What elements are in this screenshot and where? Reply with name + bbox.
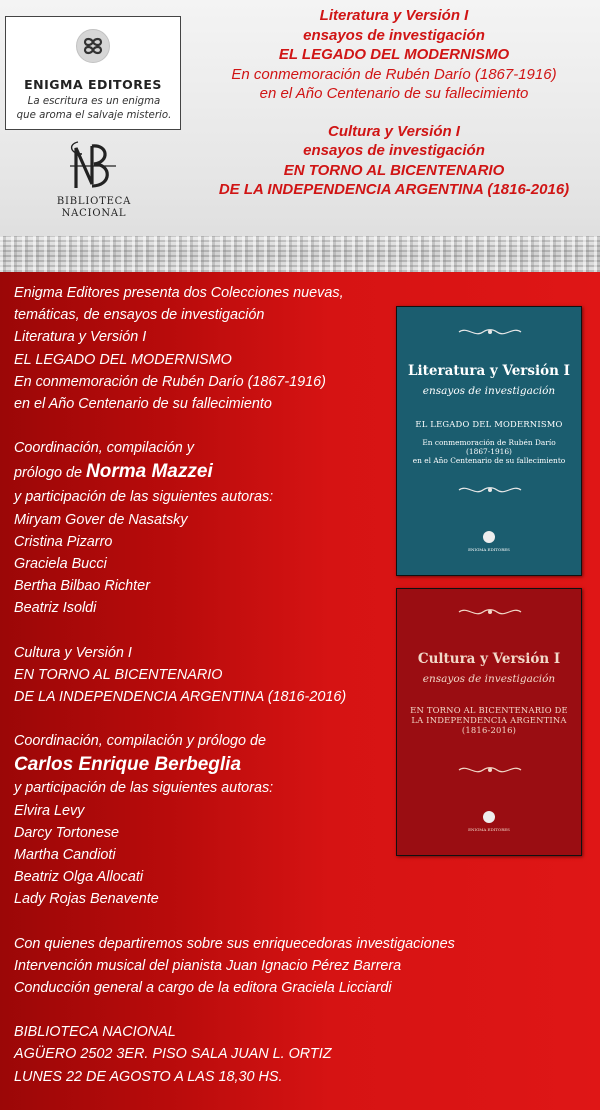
- intro-line: Literatura y Versión I: [14, 329, 147, 346]
- header-line: EL LEGADO DEL MODERNISMO: [278, 46, 510, 63]
- enigma-name: ENIGMA EDITORES: [24, 77, 162, 92]
- bn-name-line: BIBLIOTECA: [56, 196, 132, 207]
- book-caps: EN TORNO AL BICENTENARIO DE: [410, 705, 568, 715]
- bn-name-line: NACIONAL: [61, 208, 127, 219]
- closing-line: Intervención musical del pianista Juan Ignacio Pérez Barrera: [14, 957, 402, 974]
- author-item: Elvira Levy: [14, 802, 85, 819]
- header-announcement: [188, 6, 600, 200]
- publisher-logo-icon: [483, 811, 495, 823]
- book-small: en el Año Centenario de su fallecimiento: [412, 456, 566, 465]
- book-caps: EL LEGADO DEL MODERNISMO: [415, 419, 563, 429]
- book-title: Literatura y Versión I: [408, 363, 570, 379]
- lace-border: [0, 236, 600, 272]
- author-item: Cristina Pizarro: [14, 533, 113, 550]
- collection-line: Cultura y Versión I: [14, 644, 132, 661]
- flourish-ornament-icon: [457, 483, 523, 497]
- header-line: DE LA INDEPENDENCIA ARGENTINA (1816-2016): [218, 181, 570, 198]
- author-item: Beatriz Isoldi: [14, 600, 97, 617]
- author-item: Lady Rojas Benavente: [14, 891, 159, 908]
- publisher-logo-icon: [483, 531, 495, 543]
- book-cover-cultura: [396, 588, 582, 856]
- header-banner: [0, 0, 600, 272]
- header-line: ensayos de investigación: [303, 26, 485, 44]
- coordinator-name: Norma Mazzei: [86, 461, 213, 483]
- participation-line: y participación de las siguientes autoras:: [14, 489, 274, 506]
- coordination-line: Coordinación, compilación y: [14, 440, 194, 457]
- enigma-slogan-line: que aroma el salvaje misterio.: [16, 110, 172, 121]
- book-small: En conmemoración de Rubén Darío: [422, 438, 556, 447]
- book-subtitle: ensayos de investigación: [422, 385, 556, 397]
- enigma-slogan: [10, 95, 178, 123]
- book-subtitle: ensayos de investigación: [422, 673, 556, 685]
- coordinator-prefix: prólogo de: [14, 465, 87, 482]
- book-title: Cultura y Versión I: [417, 651, 561, 667]
- author-item: Graciela Bucci: [14, 556, 107, 573]
- intro-line: En conmemoración de Rubén Darío (1867-1916): [14, 373, 326, 390]
- venue-line: LUNES 22 DE AGOSTO A LAS 18,30 HS.: [14, 1068, 283, 1085]
- intro-line: en el Año Centenario de su fallecimiento: [14, 396, 272, 413]
- author-item: Martha Candioti: [14, 847, 116, 864]
- author-item: Bertha Bilbao Richter: [14, 578, 150, 595]
- collection-line: DE LA INDEPENDENCIA ARGENTINA (1816-2016): [14, 689, 347, 706]
- header-line: En conmemoración de Rubén Darío (1867-1916): [231, 65, 557, 83]
- author-item: Miryam Gover de Nasatsky: [14, 511, 188, 528]
- book-caps: (1816-2016): [461, 725, 517, 735]
- biblioteca-nacional-name: [52, 196, 136, 220]
- author-item: Darcy Tortonese: [14, 824, 120, 841]
- header-line: EN TORNO AL BICENTENARIO: [283, 161, 505, 179]
- intro-line: temáticas, de ensayos de investigación: [14, 307, 265, 324]
- enigma-editores-logo: [5, 16, 181, 130]
- venue-line: AGÜERO 2502 3ER. PISO SALA JUAN L. ORTIZ: [14, 1046, 332, 1063]
- bn-monogram-icon: [62, 140, 124, 194]
- intro-line: Enigma Editores presenta dos Colecciones nuevas,: [14, 285, 344, 301]
- flourish-ornament-icon: [457, 763, 523, 777]
- header-line: en el Año Centenario de su fallecimiento: [259, 85, 529, 102]
- intro-line: EL LEGADO DEL MODERNISMO: [14, 351, 232, 368]
- enigma-infinity-icon: [76, 29, 110, 63]
- book-caps: LA INDEPENDENCIA ARGENTINA: [411, 715, 567, 725]
- flourish-ornament-icon: [457, 605, 523, 619]
- enigma-slogan-line: La escritura es un enigma: [27, 96, 161, 107]
- flourish-ornament-icon: [457, 325, 523, 339]
- coordinator-name: Carlos Enrique Berbeglia: [14, 754, 242, 776]
- book-publisher: ENIGMA EDITORES: [468, 547, 510, 552]
- author-item: Beatriz Olga Allocati: [14, 869, 144, 886]
- collection-line: EN TORNO AL BICENTENARIO: [14, 666, 223, 683]
- book-publisher: ENIGMA EDITORES: [468, 827, 510, 832]
- header-line: Literatura y Versión I: [319, 7, 469, 24]
- coordination-line: Coordinación, compilación y prólogo de: [14, 733, 266, 750]
- header-line: ensayos de investigación: [303, 142, 485, 159]
- participation-line: y participación de las siguientes autoras:: [14, 780, 274, 797]
- book-cover-literatura: [396, 306, 582, 576]
- venue-line: BIBLIOTECA NACIONAL: [14, 1024, 176, 1041]
- closing-line: Conducción general a cargo de la editora Graciela Licciardi: [14, 980, 392, 997]
- closing-line: Con quienes departiremos sobre sus enriquecedoras investigaciones: [14, 935, 455, 952]
- book-small: (1867-1916): [466, 447, 512, 456]
- header-line: Cultura y Versión I: [328, 122, 460, 140]
